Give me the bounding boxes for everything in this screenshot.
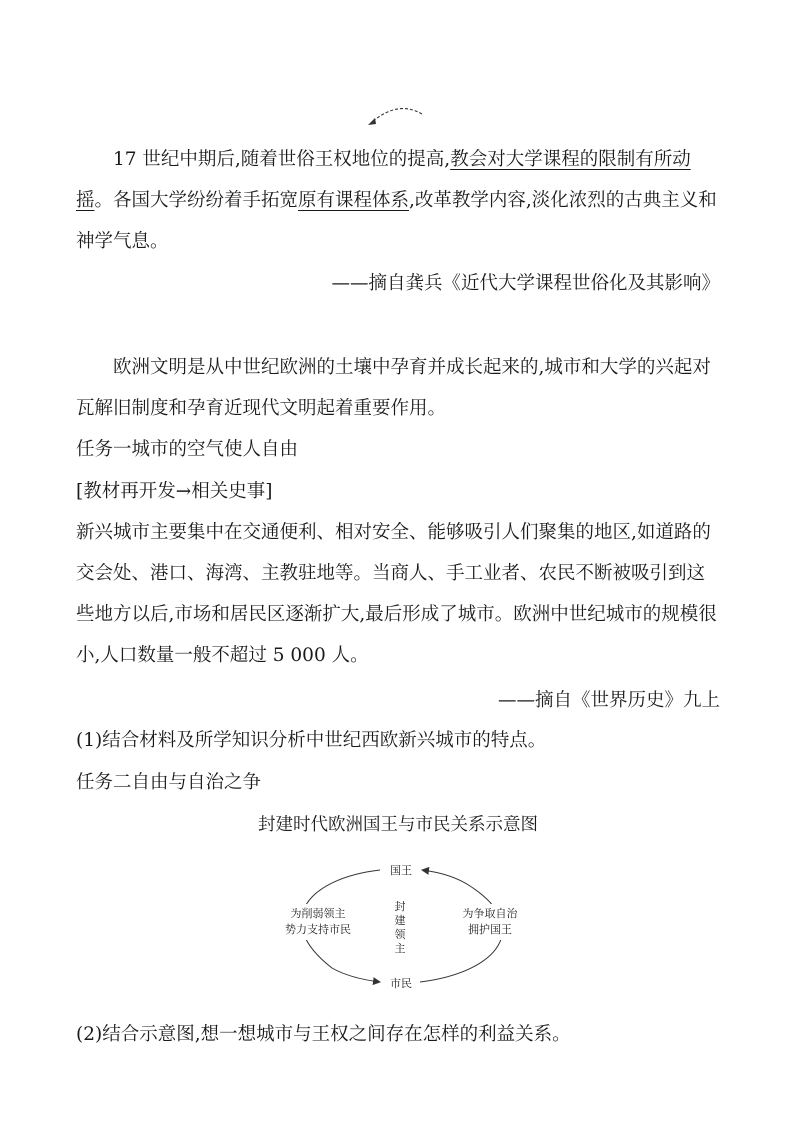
- task1-tag: [教材再开发→相关史事]: [76, 481, 273, 502]
- node-citizen: 市民: [390, 977, 412, 990]
- node-lord-1: 封: [394, 900, 406, 913]
- task2-question: (2)结合示意图,想一想城市与王权之间存在怎样的利益关系。: [76, 1024, 571, 1045]
- node-lord-2: 建: [394, 914, 406, 927]
- left-label-2: 势力支持市民: [285, 923, 351, 936]
- underlined-phrase-1: 教会对大学课程的限制有所动摇: [76, 149, 691, 211]
- task1-material: 新兴城市主要集中在交通便利、相对安全、能够吸引人们聚集的地区,如道路的交会处、港口、海湾、主教驻地等。当商人、手工业者、农民不断被吸引到这些地方以后,市场和居民区逐渐扩大,最后形成了城市。欧洲中世纪城市的规模很小,人口数量一般不超过 5 000 人。: [76, 522, 717, 666]
- passage-1-source: ——摘自龚兵《近代大学课程世俗化及其影响》: [331, 273, 720, 294]
- task1-source: ——摘自《世界历史》九上: [497, 690, 720, 711]
- decorative-arc-icon: [366, 104, 428, 128]
- node-king: 国王: [390, 864, 412, 877]
- task1-title: 任务一城市的空气使人自由: [76, 439, 299, 460]
- right-label-1: 为争取自治: [462, 907, 518, 920]
- left-label-1: 为削弱领主: [290, 907, 346, 920]
- node-lord-3: 领: [394, 928, 406, 941]
- king-citizen-relation-diagram: [270, 860, 540, 995]
- right-label-2: 拥护国王: [468, 923, 512, 936]
- underlined-phrase-2: 原有课程体系: [298, 190, 410, 211]
- intro-paragraph: 欧洲文明是从中世纪欧洲的土壤中孕育并成长起来的,城市和大学的兴起对瓦解旧制度和孕育近现代文明起着重要作用。: [76, 357, 711, 419]
- task1-question: (1)结合材料及所学知识分析中世纪西欧新兴城市的特点。: [76, 730, 547, 751]
- node-lord-4: 主: [394, 942, 406, 955]
- task2-title: 任务二自由与自治之争: [76, 772, 262, 793]
- diagram-title: 封建时代欧洲国王与市民关系示意图: [258, 815, 538, 835]
- passage-1: 17 世纪中期后,随着世俗王权地位的提高,教会对大学课程的限制有所动摇。各国大学纷纷着手拓宽原有课程体系,改革教学内容,淡化浓烈的古典主义和神学气息。: [76, 149, 717, 252]
